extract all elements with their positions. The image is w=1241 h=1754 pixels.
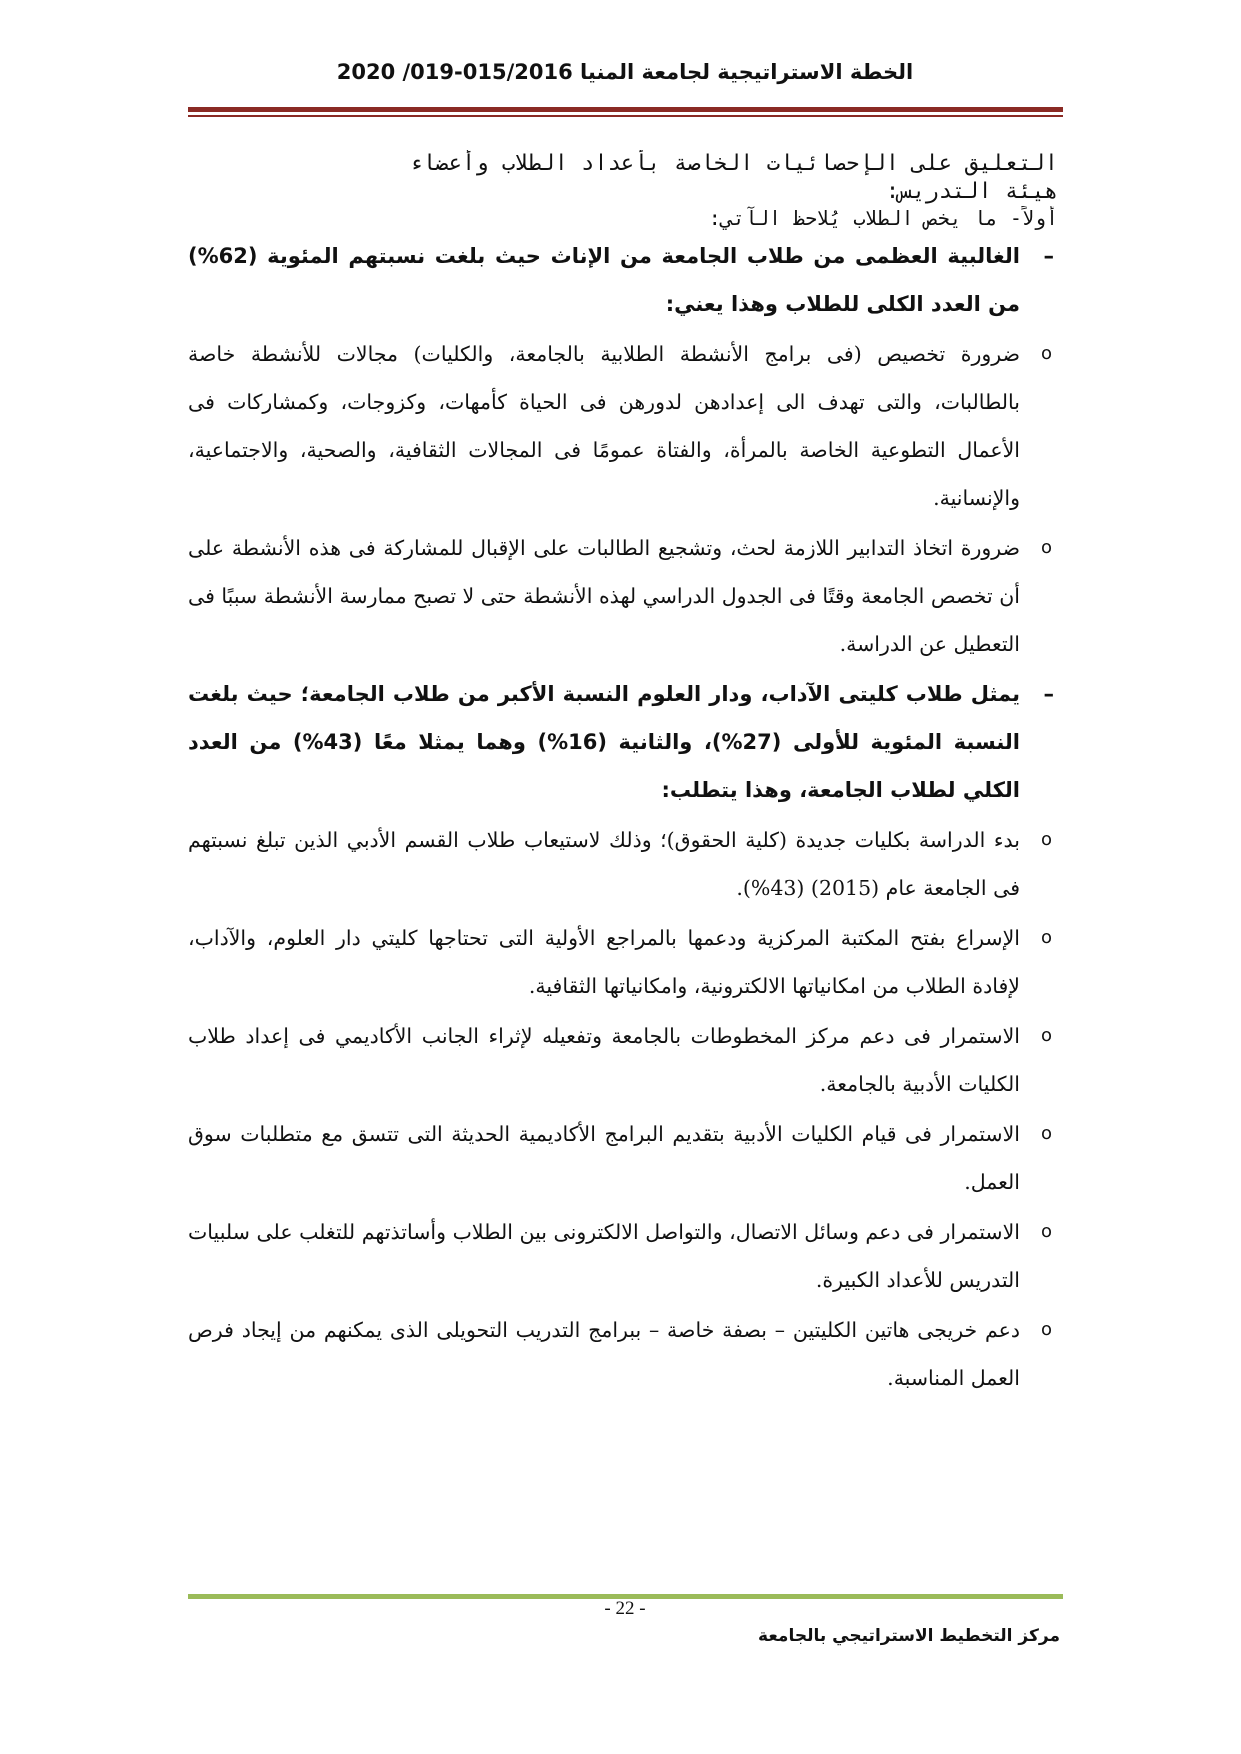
main-point-1 (188, 232, 1058, 328)
circle-bullet-icon: o (1040, 927, 1052, 948)
section-heading-line1: التعليق على الإحصائيات الخاصة بأعداد الطلاب وأعضاء (408, 151, 1058, 176)
circle-bullet-icon: o (1040, 537, 1052, 558)
bullet-text: الإسراع بفتح المكتبة المركزية ودعمها بالمراجع الأولية التى تحتاجها كليتي دار العلوم، والآداب، لإفادة الطلاب من امكانياتها الالكترونية، وامكانياتها الثقافية. (188, 926, 1020, 998)
bullet-text: الاستمرار فى قيام الكليات الأدبية بتقديم البرامج الأكاديمية الحديثة التى تتسق مع متطلبات سوق العمل. (188, 1122, 1020, 1194)
circle-bullet-icon: o (1040, 1025, 1052, 1046)
bullet-text: بدء الدراسة بكليات جديدة (كلية الحقوق)؛ وذلك لاستيعاب طلاب القسم الأدبي الذين تبلغ نسبتهم فى الجامعة عام (2015) (43%). (188, 828, 1020, 900)
bullet-text: ضرورة تخصيص (فى برامج الأنشطة الطلابية بالجامعة، والكليات) مجالات للأنشطة خاصة بالطالبات، والتى تهدف الى إعدادهن لدورهن فى الحياة كأمهات، وكزوجات، وكمشاركات فى الأعمال التطوعية الخاصة بالمرأة، والفتاة عمومًا فى المجالات الثقافية، والصحية، والاجتماعية، والإنسانية. (188, 342, 1020, 510)
footer-center-name: مركز التخطيط الاستراتيجي بالجامعة (758, 1626, 1060, 1646)
bullet-item (188, 1012, 1058, 1108)
bullet-item (188, 330, 1058, 522)
bullet-item (188, 1110, 1058, 1206)
bullet-item (188, 816, 1058, 912)
bullet-item (188, 524, 1058, 668)
dash-marker: – (1043, 244, 1054, 268)
page-header-title: الخطة الاستراتيجية لجامعة المنيا 015/2016-019/ 2020 (336, 60, 914, 84)
main-point-text: يمثل طلاب كليتى الآداب، ودار العلوم النسبة الأكبر من طلاب الجامعة؛ حيث بلغت النسبة المئوية للأولى (27%)، والثانية (16%) وهما يمثلا معًا (43%) من العدد الكلي لطلاب الجامعة، وهذا يتطلب: (188, 682, 1020, 802)
main-point-text: الغالبية العظمى من طلاب الجامعة من الإناث حيث بلغت نسبتهم المئوية (62%) من العدد الكلى للطلاب وهذا يعني: (188, 244, 1020, 316)
circle-bullet-icon: o (1040, 1319, 1052, 1340)
bullet-text: ضرورة اتخاذ التدابير اللازمة لحث، وتشجيع الطالبات على الإقبال للمشاركة فى هذه الأنشطة على أن تخصص الجامعة وقتًا فى الجدول الدراسي لهذه الأنشطة حتى لا تصبح ممارسة الأنشطة سببًا فى التعطيل عن الدراسة. (188, 536, 1020, 656)
circle-bullet-icon: o (1040, 343, 1052, 364)
header-divider-thin (188, 115, 1063, 117)
circle-bullet-icon: o (1040, 829, 1052, 850)
section-heading-line2: هيئة التدريس: (885, 179, 1058, 204)
main-point-2 (188, 670, 1058, 814)
dash-marker: – (1043, 682, 1054, 706)
bullet-text: الاستمرار فى دعم وسائل الاتصال، والتواصل الالكترونى بين الطلاب وأساتذتهم للتغلب على سلبيات التدريس للأعداد الكبيرة. (188, 1220, 1020, 1292)
section-subheading: أولاً- ما يخص الطلاب يُلاحظ الآتي: (708, 206, 1058, 230)
bullet-item (188, 914, 1058, 1010)
page-number: - 22 - (604, 1598, 646, 1619)
bullet-text: الاستمرار فى دعم مركز المخطوطات بالجامعة وتفعيله لإثراء الجانب الأكاديمي فى إعداد طلاب الكليات الأدبية بالجامعة. (188, 1024, 1020, 1096)
bullet-item (188, 1306, 1058, 1402)
document-body (188, 150, 1058, 1402)
circle-bullet-icon: o (1040, 1123, 1052, 1144)
bullet-item (188, 1208, 1058, 1304)
header-divider (188, 107, 1063, 112)
bullet-text: دعم خريجى هاتين الكليتين – بصفة خاصة – ببرامج التدريب التحويلى الذى يمكنهم من إيجاد فرص العمل المناسبة. (188, 1318, 1020, 1390)
circle-bullet-icon: o (1040, 1221, 1052, 1242)
